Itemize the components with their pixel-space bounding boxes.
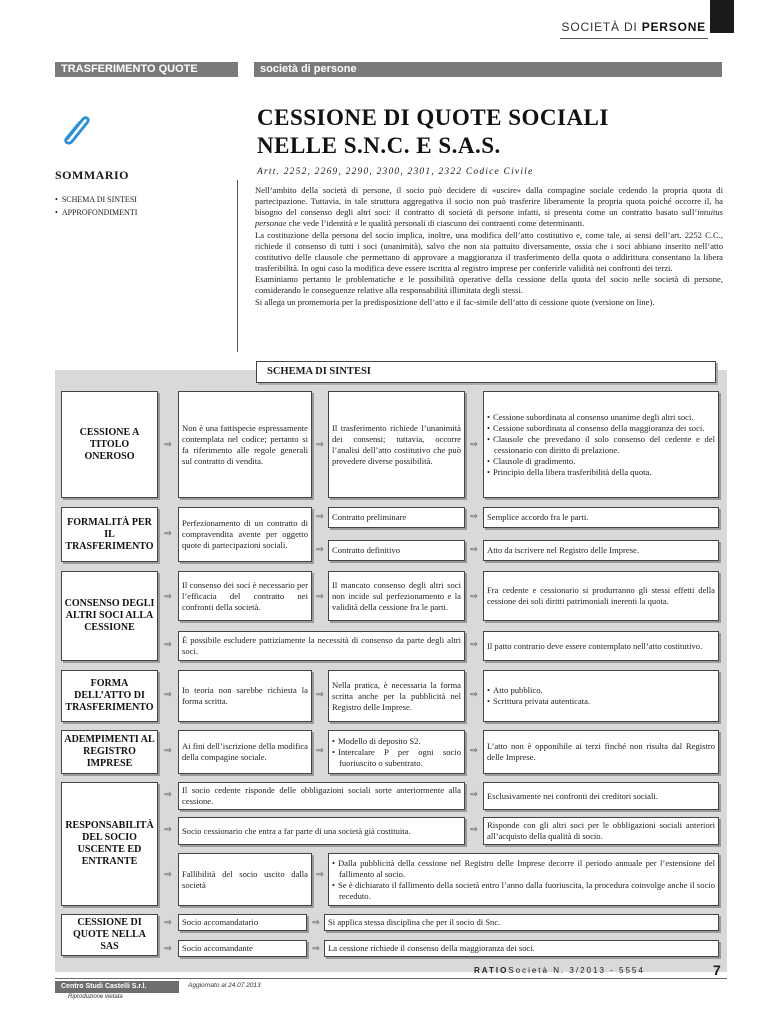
sommario-item[interactable]: • APPROFONDIMENTI: [55, 206, 137, 219]
section-title: SOCIETÀ DI PERSONE: [561, 20, 706, 34]
arrow-icon: ⇨: [164, 529, 172, 539]
topic-bar: TRASFERIMENTO QUOTE: [55, 62, 238, 77]
sommario-title: SOMMARIO: [55, 168, 129, 182]
cell: Semplice accordo fra le parti.: [483, 507, 719, 528]
arrow-icon: ⇨: [316, 746, 324, 756]
publisher-label: Centro Studi Castelli S.r.l.: [55, 981, 179, 993]
arrow-icon: ⇨: [164, 640, 172, 650]
cell-options-list: • Cessione subordinata al consenso unanime degli altri soci. • Cessione subordinata al consenso della maggioranza dei soci. • Clausole che prevedano il solo consenso del cedente e del cessionario con diritto di prelazione. • Clausole di gradimento. • Principio della libera trasferibilità della quota.: [483, 391, 719, 498]
arrow-icon: ⇨: [470, 512, 478, 522]
arrow-icon: ⇨: [316, 870, 324, 880]
cell: Fallibilità del socio uscito dalla società: [178, 853, 312, 906]
row-label-consenso: CONSENSO DEGLI ALTRI SOCI ALLA CESSIONE: [61, 571, 158, 661]
updated-date: Aggiornato al 24.07.2013: [188, 982, 261, 989]
arrow-icon: ⇨: [470, 790, 478, 800]
category-bar: società di persone: [254, 62, 722, 77]
arrow-icon: ⇨: [164, 690, 172, 700]
row-label-cessione-onerosa: CESSIONE A TITOLO ONEROSO: [61, 391, 158, 498]
cell-options-list: • Atto pubblico. • Scrittura privata autenticata.: [483, 670, 719, 722]
row-label-sas: CESSIONE DI QUOTE NELLA SAS: [61, 914, 158, 956]
arrow-icon: ⇨: [164, 592, 172, 602]
cell: L’atto non è opponibile ai terzi finché non risulta dal Registro delle Imprese.: [483, 730, 719, 774]
cell: È possibile escludere pattiziamente la necessità di consenso da parte degli altri soci.: [178, 631, 465, 661]
cell: Non è una fattispecie espressamente contemplata nel codice; pertanto si fa riferimento alle regole generali sul contratto di vendita.: [178, 391, 312, 498]
footer-rule: [55, 978, 727, 979]
intro-text: Nell’ambito della società di persone, il socio può decidere di «uscire» dalla compagine sociale cedendo la propria quota di partecipazione. Tuttavia, in tale struttura aggregativa il socio non può trasferire liberamente la propria quota poiché occorre il, ha bisogno del consenso degli altri soci: il contratto di società di persone infatti, si presenta come un contratto basato sull’intuitus personae che vede l’identità e le qualità personali di ciascuno dei contraenti come determinanti. La costituzione della persona del socio implica, inoltre, una modifica dell’atto costitutivo e, come tale, ai sensi dell’art. 2252 C.C., richiede il consenso di tutti i soci (unanimità), salvo che non sia pattuito diversamente, ossia che i soci abbiano inserito nell’atto costitutivo delle clausole che permettano di approvare a maggioranza il trasferimento della quota o addirittura consentano la libera trasferibilità. In ogni caso la modifica deve essere iscritta al registro imprese per conferirle validità nei confronti dei terzi. Esaminiamo pertanto le problematiche e le possibilità operative della cessione della quota del socio nelle società di persone, considerando le conseguenze relative alla responsabilità illimitata degli stessi. Si allega un promemoria per la predisposizione dell’atto e il fac-simile dell’atto di cessione quote (versione on line).: [255, 185, 723, 307]
arrow-icon: ⇨: [316, 512, 324, 522]
arrow-icon: ⇨: [470, 592, 478, 602]
arrow-icon: ⇨: [316, 545, 324, 555]
article-title: CESSIONE DI QUOTE SOCIALI NELLE S.N.C. E S.A.S.: [257, 105, 609, 158]
arrow-icon: ⇨: [312, 944, 320, 954]
header-tab-marker: [710, 0, 734, 33]
arrow-icon: ⇨: [316, 690, 324, 700]
row-label-responsabilita: RESPONSABILITÀ DEL SOCIO USCENTE ED ENTRANTE: [61, 782, 158, 906]
arrow-icon: ⇨: [470, 440, 478, 450]
arrow-icon: ⇨: [164, 918, 172, 928]
header-rule: [560, 38, 708, 39]
arrow-icon: ⇨: [470, 825, 478, 835]
cell: Si applica stessa disciplina che per il socio di Snc.: [324, 914, 719, 931]
row-label-formalita: FORMALITÀ PER IL TRASFERIMENTO: [61, 507, 158, 562]
cell: La cessione richiede il consenso della maggioranza dei soci.: [324, 940, 719, 957]
page-number: 7: [713, 962, 721, 978]
cell: Risponde con gli altri soci per le obbligazioni sociali anteriori all’acquisto della qualità di socio.: [483, 817, 719, 845]
cell: Perfezionamento di un contratto di compravendita avente per oggetto quote di partecipazioni sociali.: [178, 507, 312, 562]
cell-options-list: • Dalla pubblicità della cessione nel Registro delle Imprese decorre il periodo annuale per l’estensione del fallimento al socio. • Se è dichiarato il fallimento della società entro l’anno dalla fuoriuscita, la procedura coinvolge anche il socio receduto.: [328, 853, 719, 906]
row-label-adempimenti: ADEMPIMENTI AL REGISTRO IMPRESE: [61, 730, 158, 774]
arrow-icon: ⇨: [312, 918, 320, 928]
arrow-icon: ⇨: [164, 825, 172, 835]
cell-options-list: • Modello di deposito S2. • Intercalare P per ogni socio fuoriuscito o subentrato.: [328, 730, 465, 774]
arrow-icon: ⇨: [470, 545, 478, 555]
arrow-icon: ⇨: [164, 790, 172, 800]
magazine-reference: RATIOSocietà N. 3/2013 - 5554: [474, 966, 645, 975]
cell: Atto da iscrivere nel Registro delle Imprese.: [483, 540, 719, 561]
cell: Socio cessionario che entra a far parte di una società già costituita.: [178, 817, 465, 845]
arrow-icon: ⇨: [164, 944, 172, 954]
cell: Nella pratica, è necessaria la forma scritta anche per la pubblicità nel Registro delle Imprese.: [328, 670, 465, 722]
row-label-forma: FORMA DELL’ATTO DI TRASFERIMENTO: [61, 670, 158, 722]
cell: In teoria non sarebbe richiesta la forma scritta.: [178, 670, 312, 722]
arrow-icon: ⇨: [164, 440, 172, 450]
articles-reference: Artt. 2252, 2269, 2290, 2300, 2301, 2322 Codice Civile: [257, 167, 534, 177]
arrow-icon: ⇨: [316, 592, 324, 602]
cell: Ai fini dell’iscrizione della modifica della compagine sociale.: [178, 730, 312, 774]
cell: Il trasferimento richiede l’unanimità dei consensi; tuttavia, occorre l’analisi dell’atto costitutivo che può prevedere diverse possibilità.: [328, 391, 465, 498]
paperclip-icon: [56, 110, 94, 148]
cell: Esclusivamente nei confronti dei creditori sociali.: [483, 782, 719, 810]
scheme-title: SCHEMA DI SINTESI: [256, 361, 716, 383]
cell: Contratto definitivo: [328, 540, 465, 561]
cell: Fra cedente e cessionario si produrranno gli stessi effetti della cessione dei soli diritti patrimoniali inerenti la quota.: [483, 571, 719, 621]
arrow-icon: ⇨: [470, 640, 478, 650]
cell: Il socio cedente risponde delle obbligazioni sociali sorte anteriormente alla cessione.: [178, 782, 465, 810]
arrow-icon: ⇨: [470, 690, 478, 700]
sommario-item[interactable]: • SCHEMA DI SINTESI: [55, 193, 137, 206]
cell: Socio accomandante: [178, 940, 307, 957]
cell: Il patto contrario deve essere contemplato nell’atto costitutivo.: [483, 631, 719, 661]
arrow-icon: ⇨: [470, 746, 478, 756]
arrow-icon: ⇨: [164, 870, 172, 880]
arrow-icon: ⇨: [164, 746, 172, 756]
arrow-icon: ⇨: [316, 440, 324, 450]
cell: Il mancato consenso degli altri soci non incide sul perfezionamento e la validità della cessione fra le parti.: [328, 571, 465, 621]
sommario-list: [55, 193, 137, 219]
rights-notice: Riproduzione vietata: [68, 994, 123, 1000]
cell: Socio accomandatario: [178, 914, 307, 931]
column-divider: [237, 180, 238, 352]
cell: Il consenso dei soci è necessario per l’efficacia del contratto nei confronti della società.: [178, 571, 312, 621]
cell: Contratto preliminare: [328, 507, 465, 528]
